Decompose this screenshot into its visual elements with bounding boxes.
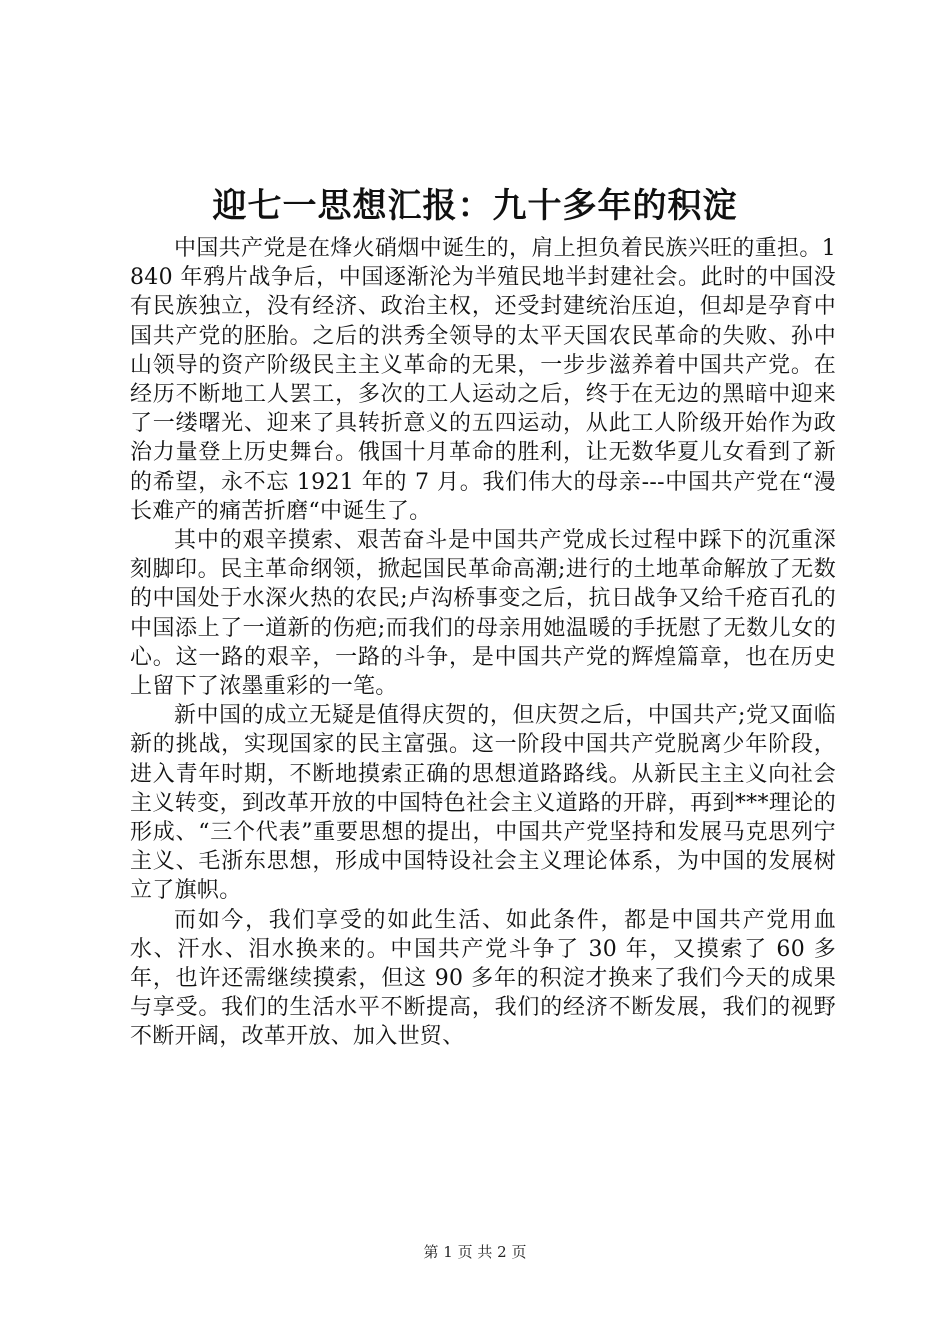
page-number: 第 1 页 共 2 页 [423,1243,527,1261]
paragraph-3: 新中国的成立无疑是值得庆贺的，但庆贺之后，中国共产;党又面临新的挑战，实现国家的民主富强。这一阶段中国共产党脱离少年阶段，进入青年时期，不断地摸索正确的思想道路路线。从新民主主义向社会主义转变，到改革开放的中国特色社会主义道路的开辟，再到***理论的形成、“三个代表”重要思想的提出，中国共产党坚持和发展马克思列宁主义、毛浙东思想，形成中国特设社会主义理论体系，为中国的发展树立了旗帜。 [130,703,836,904]
paragraph-4: 而如今，我们享受的如此生活、如此条件，都是中国共产党用血水、汗水、泪水换来的。中国共产党斗争了 30 年，又摸索了 60 多年，也许还需继续摸索，但这 90 多年的积淀才换来了我们今天的成果与享受。我们的生活水平不断提高，我们的经济不断发展，我们的视野不断开阔，改革开放、加入世贸、 [130,907,836,1050]
page-footer [0,1242,950,1262]
document-body [130,234,836,1052]
paragraph-1: 中国共产党是在烽火硝烟中诞生的，肩上担负着民族兴旺的重担。1840 年鸦片战争后，中国逐渐沦为半殖民地半封建社会。此时的中国没有民族独立，没有经济、政治主权，还受封建统治压迫，但却是孕育中国共产党的胚胎。之后的洪秀全领导的太平天国农民革命的失败、孙中山领导的资产阶级民主主义革命的无果，一步步滋养着中国共产党。在经历不断地工人罢工，多次的工人运动之后，终于在无边的黑暗中迎来了一缕曙光、迎来了具转折意义的五四运动，从此工人阶级开始作为政治力量登上历史舞台。俄国十月革命的胜利，让无数华夏儿女看到了新的希望，永不忘 1921 年的 7 月。我们伟大的母亲---中国共产党在“漫长难产的痛苦折磨“中诞生了。 [130,236,836,524]
paragraph-2: 其中的艰辛摸索、艰苦奋斗是中国共产党成长过程中踩下的沉重深刻脚印。民主革命纲领，掀起国民革命高潮;进行的土地革命解放了无数的中国处于水深火热的农民;卢沟桥事变之后，抗日战争又给千疮百孔的中国添上了一道新的伤疤;而我们的母亲用她温暖的手抚慰了无数儿女的心。这一路的艰辛，一路的斗争，是中国共产党的辉煌篇章，也在历史上留下了浓墨重彩的一笔。 [130,528,836,700]
document-title: 迎七一思想汇报：九十多年的积淀 [212,186,738,226]
